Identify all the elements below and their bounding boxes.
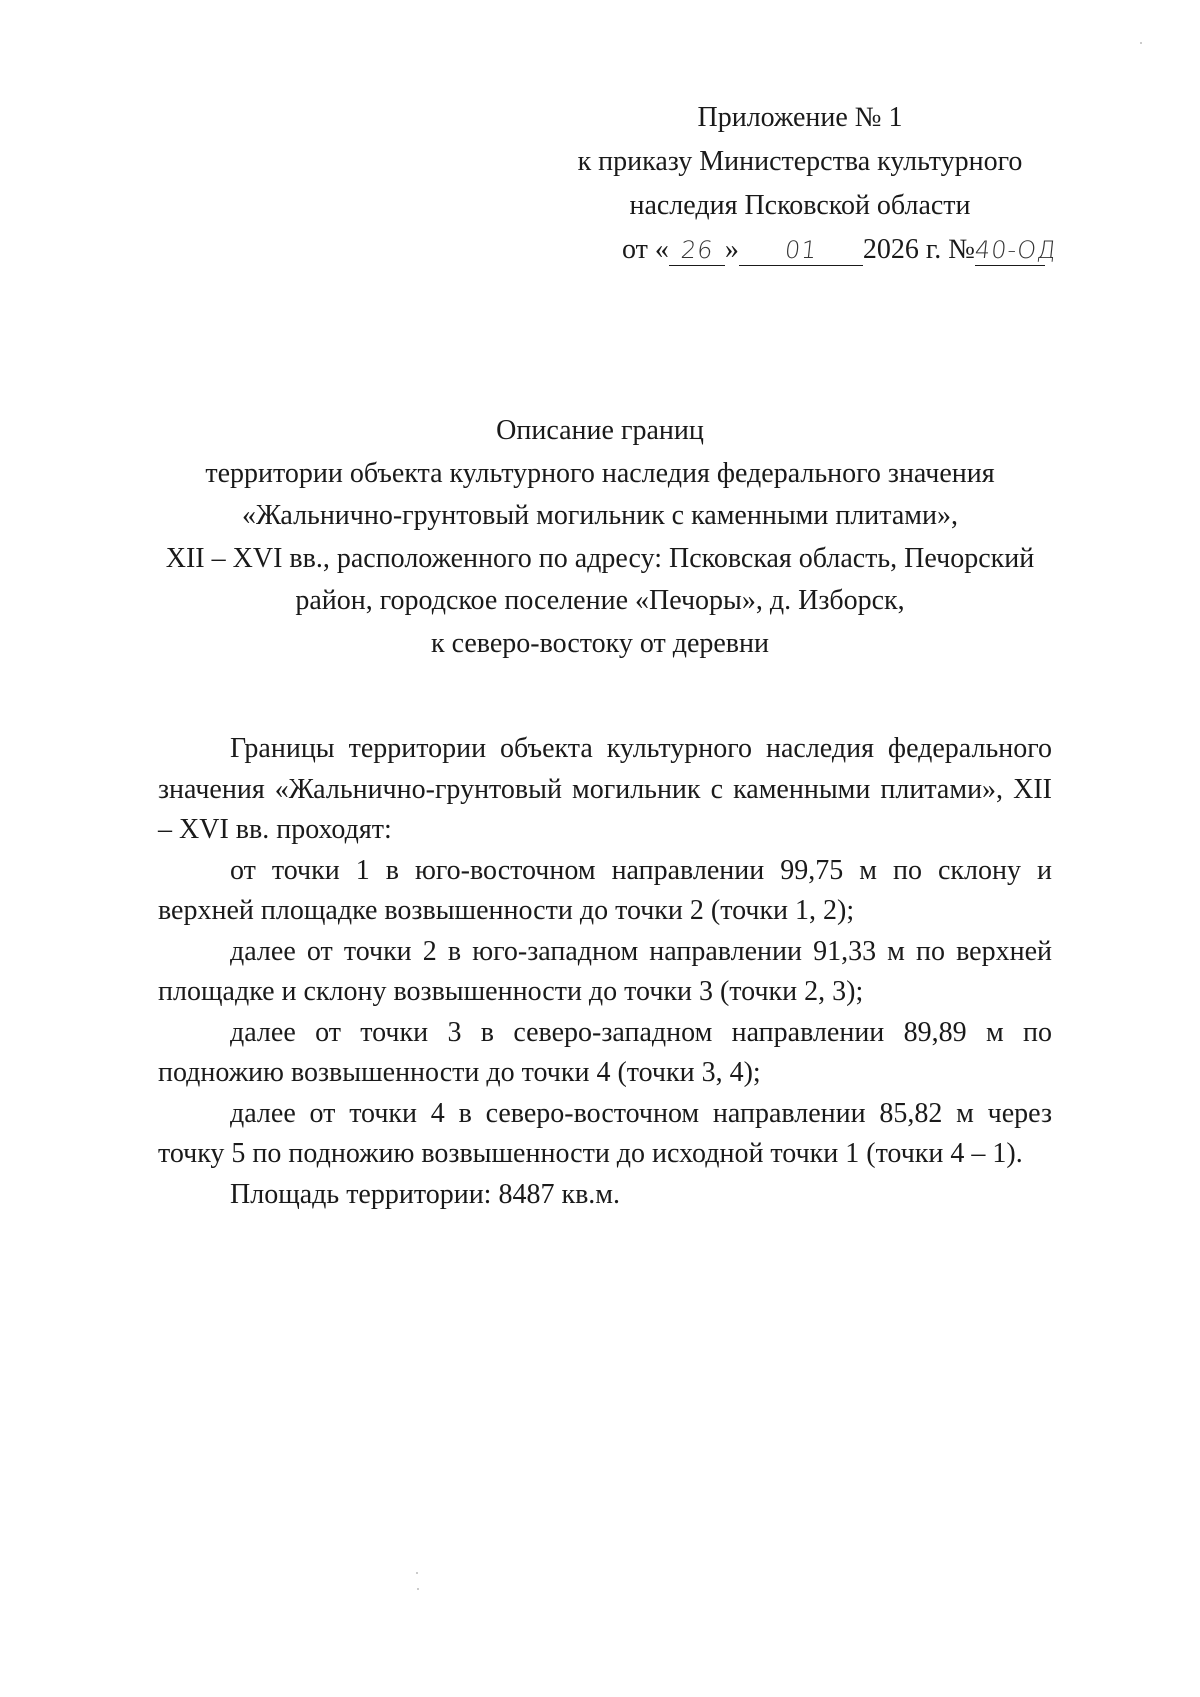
title-line-6: к северо-востоку от деревни: [431, 627, 769, 659]
date-year: 2026 г. №: [862, 234, 975, 265]
document-body: [158, 729, 1052, 1215]
boundary-segment-2: далее от точки 2 в юго-западном направлении 91,33 м по верхней площадке и склону возвышенности до точки 3 (точки 2, 3);: [158, 935, 1052, 1007]
territory-area: Площадь территории: 8487 кв.м.: [230, 1178, 621, 1210]
title-line-4: XII – XVI вв., расположенного по адресу: Псковская область, Печорский: [165, 542, 1035, 574]
document-title: [150, 410, 1050, 665]
scan-speck: [1140, 42, 1142, 44]
appendix-title: Приложение № 1: [697, 102, 903, 133]
date-prefix: от «: [622, 234, 669, 265]
title-line-3: «Жальнично-грунтовый могильник с каменными плитами»,: [242, 500, 958, 531]
date-mid: »: [724, 234, 739, 265]
order-date-line: [560, 228, 1059, 272]
scan-speck: [416, 1572, 418, 1574]
boundary-segment-4: далее от точки 4 в северо-восточном направлении 85,82 м через точку 5 по подножию возвышенности до исходной точки 1 (точки 4 – 1).: [158, 1097, 1052, 1169]
appendix-ministry: наследия Псковской области: [629, 190, 971, 221]
title-line-1: Описание границ: [496, 415, 704, 446]
handwritten-day: 26: [669, 235, 725, 266]
handwritten-month: 01: [739, 235, 863, 266]
title-line-2: территории объекта культурного наследия федерального значения: [205, 457, 995, 489]
title-line-5: район, городское поселение «Печоры», д. Изборск,: [295, 585, 905, 616]
boundary-segment-3: далее от точки 3 в северо-западном направлении 89,89 м по подножию возвышенности до точки 4 (точки 3, 4);: [158, 1016, 1052, 1088]
intro-paragraph: Границы территории объекта культурного наследия федерального значения «Жальнично-грунтовый могильник с каменными плитами», XII – XVI вв. проходят:: [158, 733, 1052, 845]
appendix-header: [560, 96, 1059, 272]
scan-speck: [417, 1588, 419, 1590]
boundary-segment-1: от точки 1 в юго-восточном направлении 99,75 м по склону и верхней площадке возвышенности до точки 2 (точки 1, 2);: [158, 854, 1052, 926]
appendix-order-ref: к приказу Министерства культурного: [577, 146, 1023, 177]
handwritten-order-number: 40-ОД: [973, 236, 1059, 264]
